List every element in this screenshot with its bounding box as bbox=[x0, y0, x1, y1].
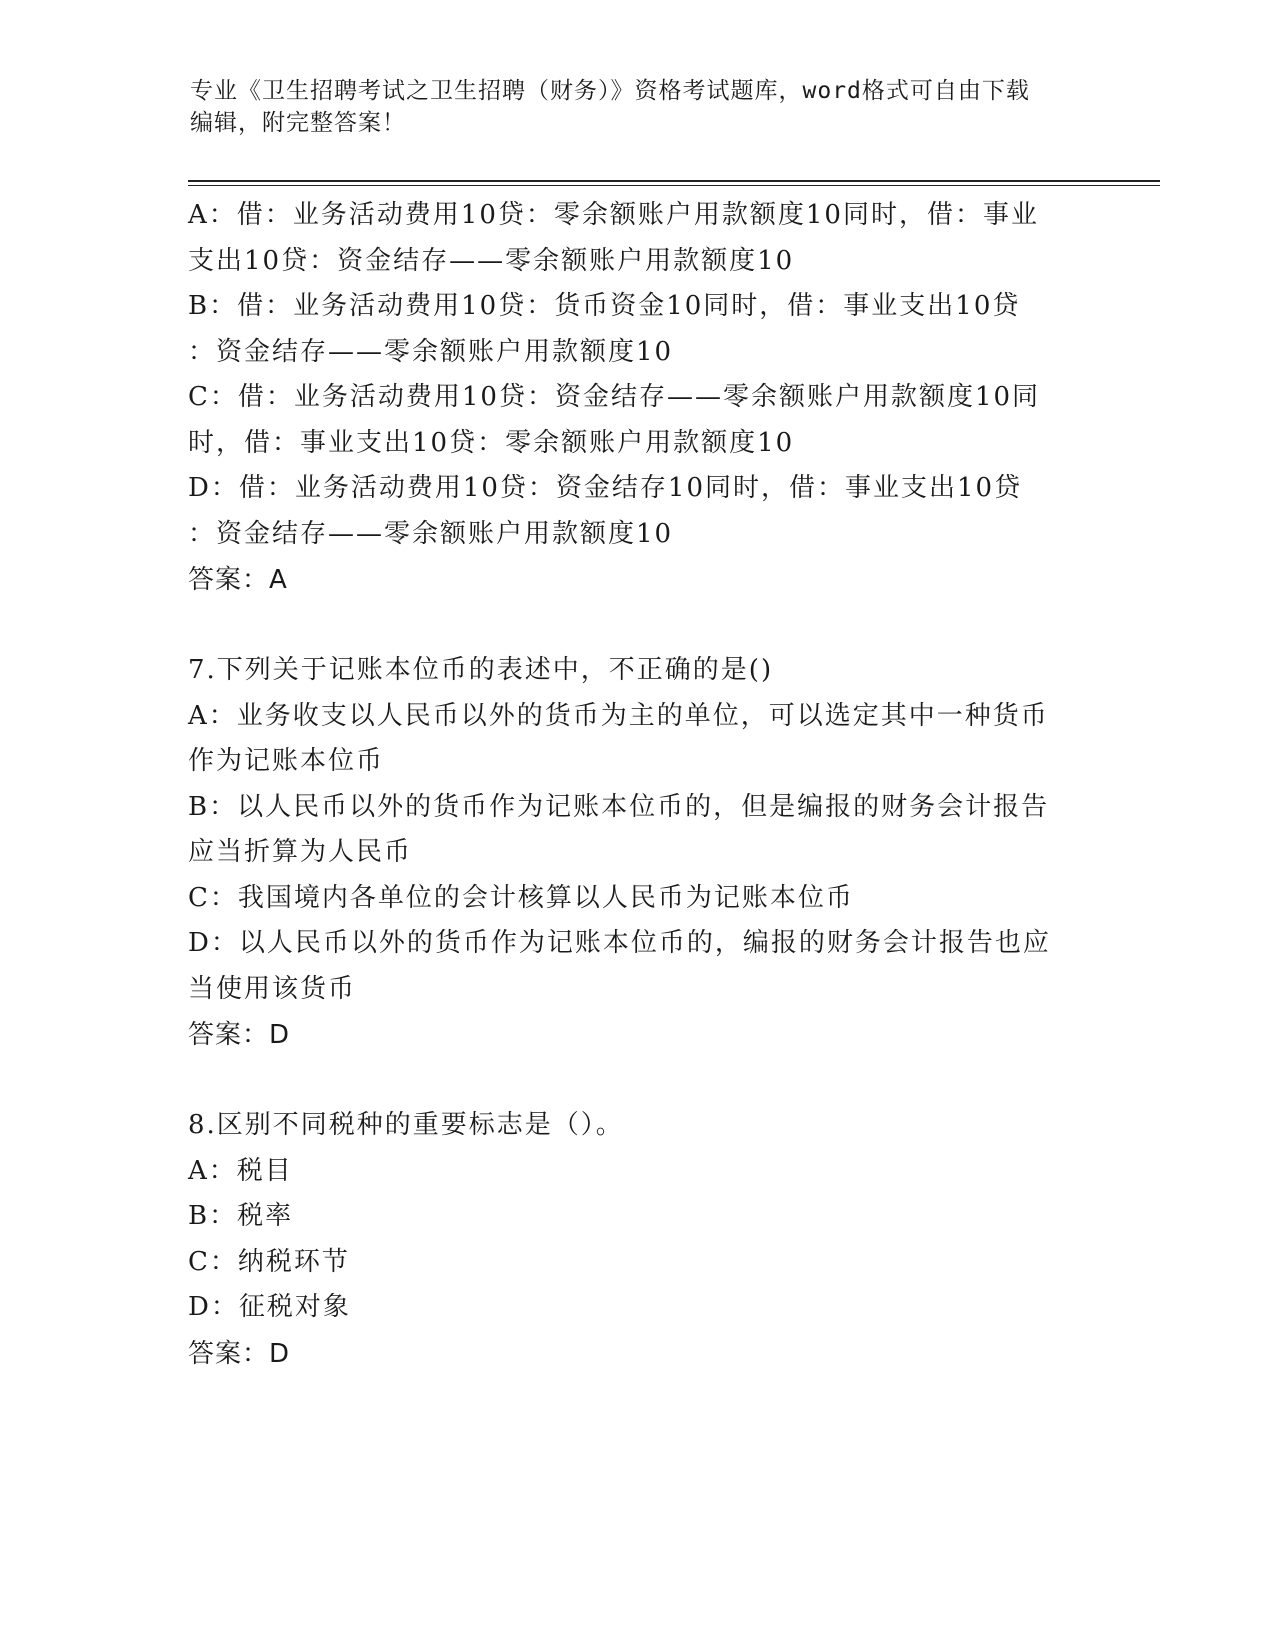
q7-title: 7.下列关于记账本位币的表述中，不正确的是() bbox=[188, 655, 774, 685]
q7-option-a-line-2: 作为记账本位币 bbox=[188, 746, 385, 776]
q6-option-b bbox=[188, 284, 1088, 375]
q7-answer: 答案：D bbox=[188, 1020, 291, 1050]
q7-option-a-line-1: A：业务收支以人民币以外的货币为主的单位，可以选定其中一种货币 bbox=[188, 700, 1049, 731]
q7-option-c-line-1: C：我国境内各单位的会计核算以人民币为记账本位币 bbox=[188, 882, 854, 913]
q8-option-a: A：税目 bbox=[188, 1155, 293, 1186]
q6-option-a bbox=[188, 193, 1088, 284]
q8-title: 8.区别不同税种的重要标志是（）。 bbox=[188, 1110, 624, 1140]
spacer bbox=[188, 1058, 1088, 1103]
q7-option-d bbox=[188, 921, 1088, 1012]
q6-option-d-line-2: ：资金结存——零余额账户用款额度10 bbox=[188, 518, 674, 549]
question-content bbox=[188, 193, 1088, 1377]
q6-option-d bbox=[188, 466, 1088, 557]
header-line-1: 专业《卫生招聘考试之卫生招聘（财务）》资格考试题库，word格式可自由下载 bbox=[190, 78, 1030, 104]
q7-option-c bbox=[188, 876, 1088, 922]
q6-answer: 答案：A bbox=[188, 565, 288, 595]
q8-answer: 答案：D bbox=[188, 1338, 291, 1369]
q7-option-d-line-1: D：以人民币以外的货币作为记账本位币的，编报的财务会计报告也应 bbox=[188, 928, 1051, 958]
header-divider-thin bbox=[188, 185, 1160, 186]
q8-option-c: C：纳税环节 bbox=[188, 1246, 350, 1277]
header-divider-thick bbox=[188, 180, 1160, 182]
q6-option-d-line-1: D：借：业务活动费用10贷：资金结存10同时，借：事业支出10贷 bbox=[188, 473, 1023, 503]
q7-option-b-line-1: B：以人民币以外的货币作为记账本位币的，但是编报的财务会计报告 bbox=[188, 791, 1050, 822]
q6-option-b-line-2: ：资金结存——零余额账户用款额度10 bbox=[188, 336, 674, 367]
question-8 bbox=[188, 1103, 1088, 1377]
q7-option-a bbox=[188, 694, 1088, 785]
q7-option-d-line-2: 当使用该货币 bbox=[188, 973, 357, 1004]
q6-option-b-line-1: B：借：业务活动费用10贷：货币资金10同时，借：事业支出10贷 bbox=[188, 291, 1021, 321]
spacer bbox=[188, 603, 1088, 648]
header-line-2: 编辑，附完整答案！ bbox=[190, 110, 406, 136]
q6-option-a-line-2: 支出10贷：资金结存——零余额账户用款额度10 bbox=[188, 245, 795, 276]
q6-option-c bbox=[188, 375, 1088, 466]
document-header bbox=[190, 75, 1090, 139]
q7-option-b-line-2: 应当折算为人民币 bbox=[188, 837, 413, 867]
question-7 bbox=[188, 648, 1088, 1058]
q8-option-b: B：税率 bbox=[188, 1201, 294, 1231]
q6-option-c-line-2: 时，借：事业支出10贷：零余额账户用款额度10 bbox=[188, 427, 795, 458]
q8-option-d: D：征税对象 bbox=[188, 1292, 351, 1322]
q6-option-c-line-1: C：借：业务活动费用10贷：资金结存——零余额账户用款额度10同 bbox=[188, 382, 1041, 412]
q6-option-a-line-1: A：借：业务活动费用10贷：零余额账户用款额度10同时，借：事业 bbox=[188, 200, 1039, 230]
q7-option-b bbox=[188, 785, 1088, 876]
question-6 bbox=[188, 193, 1088, 603]
